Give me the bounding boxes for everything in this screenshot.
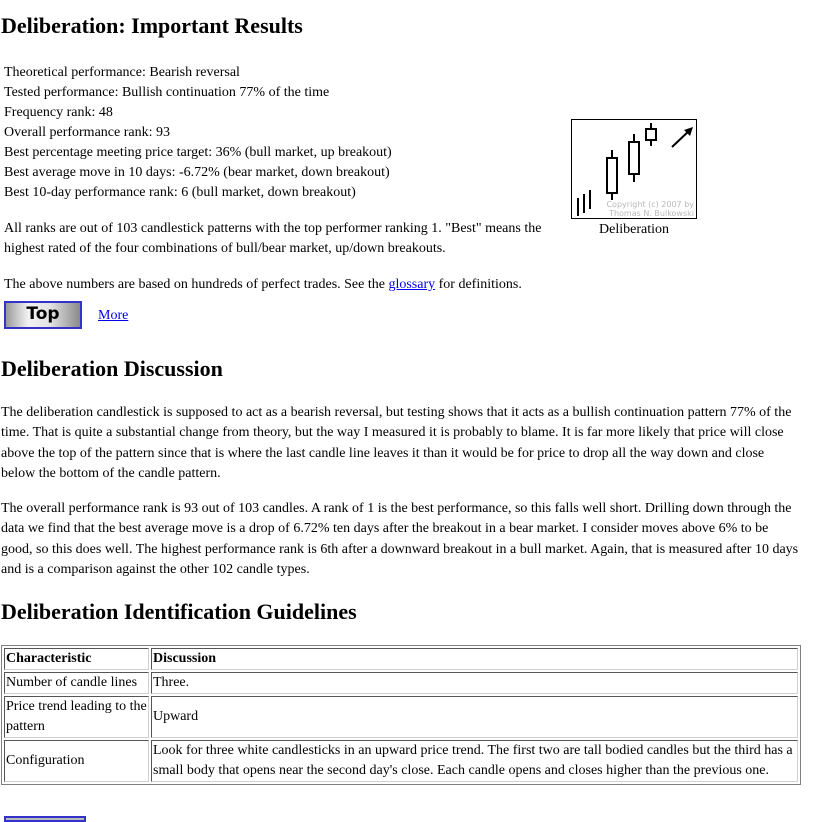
row-discussion: Three. [151,672,798,694]
discussion-heading: Deliberation Discussion [1,356,223,381]
copyright-line-1: Copyright (c) 2007 by [606,200,694,209]
glossary-link[interactable]: glossary [388,277,436,292]
stat-theoretical-performance: Theoretical performance: Bearish reversal [4,65,240,80]
more-link[interactable]: More [98,308,129,323]
pattern-image [571,119,697,219]
candle-2-body [629,142,639,174]
header-discussion: Discussion [151,648,798,670]
stat-tested-performance: Tested performance: Bullish continuation 77% of the time [4,85,330,100]
guidelines-table [1,645,801,785]
candlestick-diagram-icon [572,120,696,218]
candle-3-body [646,129,656,140]
top-button[interactable]: Top [4,301,82,329]
row-discussion: Look for three white candlesticks in an upward price trend. The first two are tall bodied candles but the third has a small body that opens near the second day's close. Each candle opens and closes higher than the previous one. [151,740,798,782]
row-discussion: Upward [151,696,798,738]
results-heading: Deliberation: Important Results [1,13,303,38]
row-characteristic: Configuration [4,740,149,782]
table-row [4,740,798,782]
stat-best-price-target: Best percentage meeting price target: 36% (bull market, up breakout) [4,145,392,160]
numbers-note-suffix: for definitions. [435,277,522,292]
guidelines-heading: Deliberation Identification Guidelines [1,599,357,624]
stat-best-10day-rank: Best 10-day performance rank: 6 (bull market, down breakout) [4,185,356,200]
stat-best-average-move: Best average move in 10 days: -6.72% (bear market, down breakout) [4,165,390,180]
table-header-row [4,648,798,670]
row-characteristic: Price trend leading to the pattern [4,696,149,738]
row-characteristic: Number of candle lines [4,672,149,694]
stat-frequency-rank: Frequency rank: 48 [4,105,113,120]
numbers-note-prefix: The above numbers are based on hundreds of perfect trades. See the [4,277,389,292]
copyright-line-2: Thomas N. Bulkowski [609,209,694,218]
discussion-paragraph-1: The deliberation candlestick is supposed to act as a bearish reversal, but testing shows that it acts as a bullish continuation pattern 77% of the time. That is quite a substantial change from theory, but the way I measured it is probably to blame. It is far more likely that price will close above the top of the pattern since that is where the last candle line leaves it than it would be for price to drop all the way down and close below the bottom of the candle pattern. [1,405,792,481]
stat-overall-rank: Overall performance rank: 93 [4,125,170,140]
discussion-paragraph-2: The overall performance rank is 93 out of 103 candles. A rank of 1 is the best performance, so this falls well short. Drilling down through the data we find that the best average move is a drop of 6.72% ten days after the breakout in a bear market. I consider moves above 6% to be good, so this does well. The highest performance rank is 6th after a downward breakout in a bull market. Again, that is measured after 10 days and is a comparison against the other 102 candle types. [1,501,799,577]
top-button-partial[interactable] [4,816,86,822]
candle-1-body [607,158,617,193]
figure-caption: Deliberation [599,222,669,237]
table-row [4,696,798,738]
header-characteristic: Characteristic [4,648,149,670]
table-row [4,672,798,694]
stats-list [4,63,392,203]
numbers-note [4,275,522,295]
ranks-note: All ranks are out of 103 candlestick patterns with the top performer ranking 1. "Best" means the highest rated of the four combinations of bull/bear market, up/down breakouts. [4,221,542,256]
pattern-figure [571,119,697,238]
